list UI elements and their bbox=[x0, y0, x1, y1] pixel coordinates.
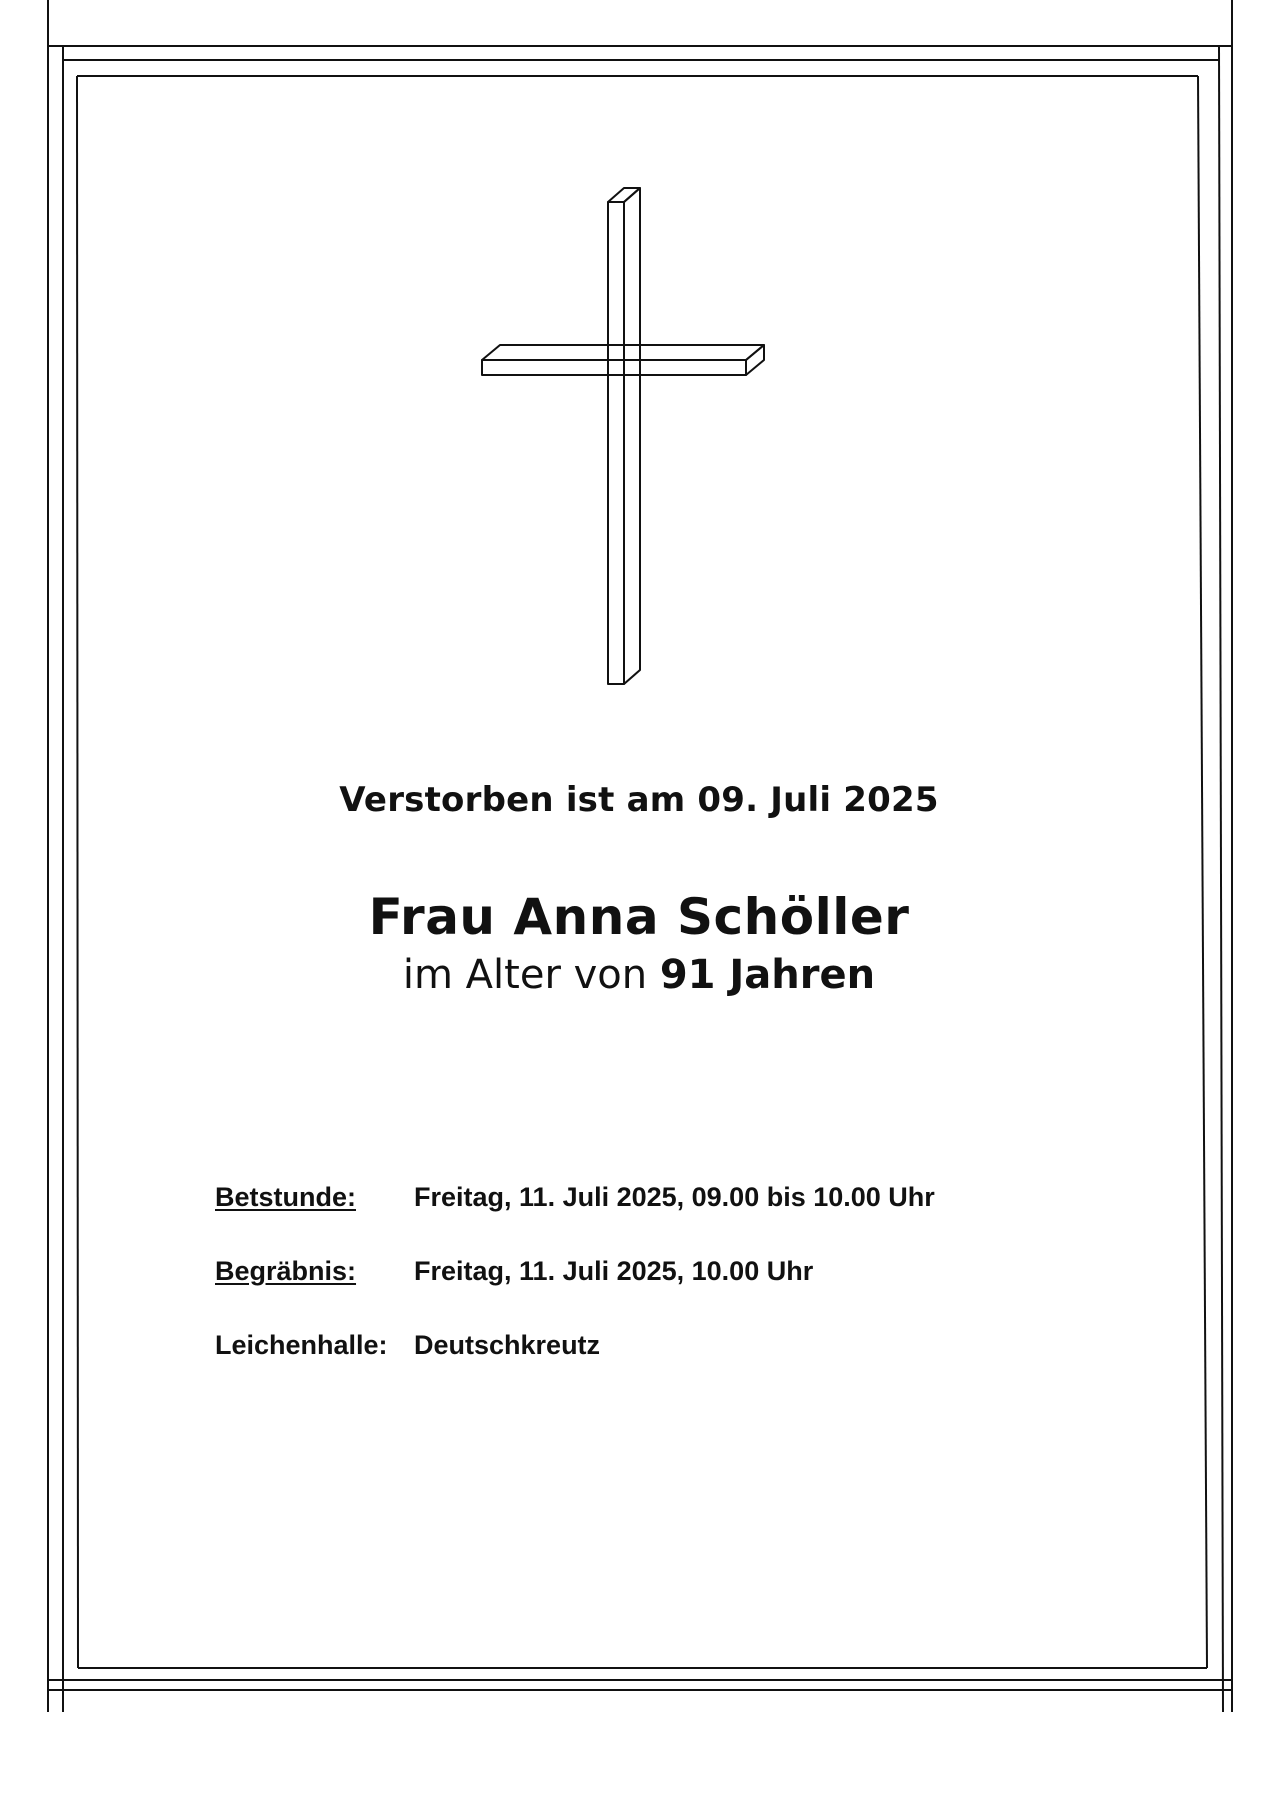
detail-label: Leichenhalle: bbox=[215, 1330, 388, 1360]
detail-label: Betstunde: bbox=[215, 1182, 356, 1212]
death-announcement: Verstorben ist am 09. Juli 2025 bbox=[339, 780, 939, 820]
detail-label: Begräbnis: bbox=[215, 1256, 357, 1286]
detail-value: Freitag, 11. Juli 2025, 09.00 bis 10.00 Uhr bbox=[414, 1182, 935, 1212]
cross-icon bbox=[482, 188, 764, 684]
deceased-name: Frau Anna Schöller bbox=[368, 888, 910, 946]
age-line bbox=[0, 952, 1278, 998]
age-prefix: im Alter von bbox=[402, 952, 648, 998]
age-value: 91 Jahren bbox=[659, 952, 876, 998]
detail-value: Deutschkreutz bbox=[414, 1330, 601, 1360]
detail-value: Freitag, 11. Juli 2025, 10.00 Uhr bbox=[414, 1256, 814, 1286]
